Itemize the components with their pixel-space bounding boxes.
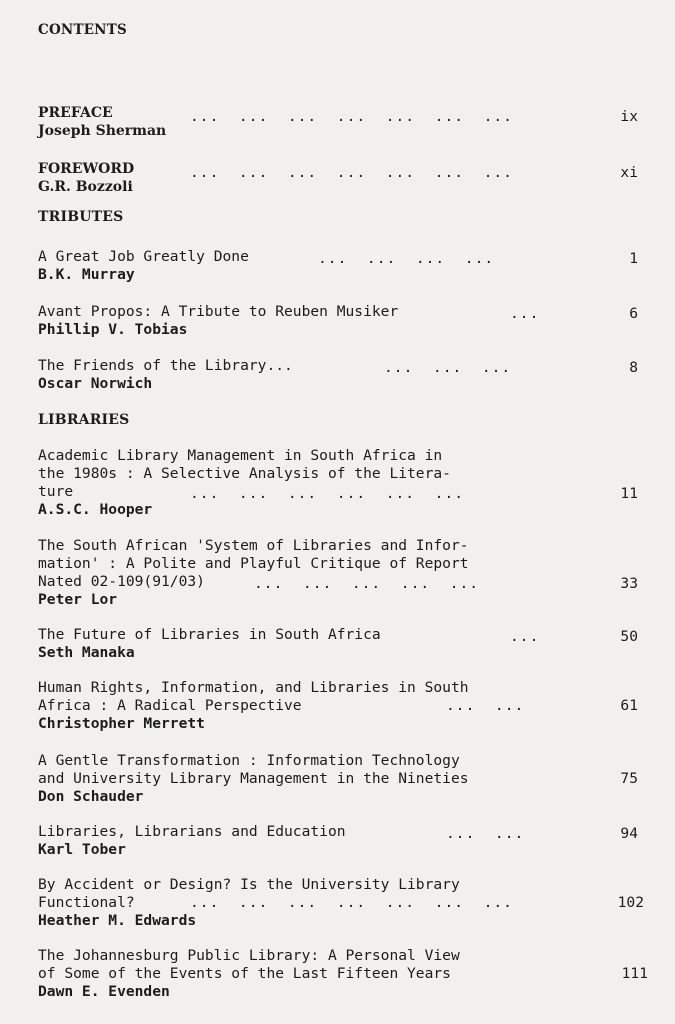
leader-dots: ... ... bbox=[446, 697, 525, 714]
page-number: 94 bbox=[620, 825, 638, 842]
entry-title-line: Human Rights, Information, and Libraries in South bbox=[38, 679, 469, 696]
page-number: 50 bbox=[620, 628, 638, 645]
entry-title-line: The South African 'System of Libraries and Infor- bbox=[38, 537, 469, 554]
toc-entry[interactable] bbox=[38, 447, 656, 519]
toc-entry[interactable] bbox=[38, 248, 656, 284]
toc-entry-preface[interactable] bbox=[38, 104, 656, 140]
entry-title-line: mation' : A Polite and Playful Critique of Report bbox=[38, 555, 469, 572]
leader-dots: ... ... ... bbox=[384, 359, 512, 376]
entry-title-line: Nated 02-109(91/03) bbox=[38, 573, 205, 590]
section-heading-tributes: TRIBUTES bbox=[38, 209, 124, 225]
page-number: xi bbox=[620, 164, 638, 181]
page-number: 75 bbox=[620, 770, 638, 787]
page-number: 33 bbox=[620, 575, 638, 592]
toc-entry-foreword[interactable] bbox=[38, 160, 656, 196]
page-number: 1 bbox=[629, 250, 638, 267]
page-number: 11 bbox=[620, 485, 638, 502]
entry-title: The Friends of the Library... bbox=[38, 357, 293, 374]
toc-entry[interactable] bbox=[38, 752, 656, 806]
toc-entry[interactable] bbox=[38, 947, 656, 1001]
page-number: 8 bbox=[629, 359, 638, 376]
entry-title: PREFACE bbox=[38, 105, 113, 121]
entry-author: Dawn E. Evenden bbox=[38, 983, 170, 1000]
entry-author: A.S.C. Hooper bbox=[38, 501, 153, 518]
entry-title-line: and University Library Management in the Nineties bbox=[38, 770, 469, 787]
leader-dots: ... ... bbox=[446, 825, 525, 842]
leader-dots: ... ... ... ... ... ... bbox=[190, 485, 465, 502]
entry-author: G.R. Bozzoli bbox=[38, 179, 133, 195]
entry-title: Libraries, Librarians and Education bbox=[38, 823, 346, 840]
entry-title-line: ture bbox=[38, 483, 74, 500]
leader-dots: ... ... ... ... ... ... ... bbox=[190, 164, 513, 181]
entry-title-line: Africa : A Radical Perspective bbox=[38, 697, 302, 714]
leader-dots: ... ... ... ... ... bbox=[254, 575, 480, 592]
entry-author: Christopher Merrett bbox=[38, 715, 205, 732]
entry-author: Heather M. Edwards bbox=[38, 912, 197, 929]
entry-title-line: A Gentle Transformation : Information Technology bbox=[38, 752, 460, 769]
toc-entry[interactable] bbox=[38, 357, 656, 393]
entry-author: Don Schauder bbox=[38, 788, 144, 805]
leader-dots: ... bbox=[510, 628, 540, 645]
entry-author: Peter Lor bbox=[38, 591, 118, 608]
page-number: 61 bbox=[620, 697, 638, 714]
page-number: ix bbox=[620, 108, 638, 125]
entry-author: Joseph Sherman bbox=[38, 123, 167, 139]
entry-title: Avant Propos: A Tribute to Reuben Musiker bbox=[38, 303, 399, 320]
leader-dots: ... bbox=[510, 305, 540, 322]
leader-dots: ... ... ... ... bbox=[318, 250, 495, 267]
page-number: 111 bbox=[621, 965, 648, 982]
entry-title-line: Academic Library Management in South Africa in bbox=[38, 447, 443, 464]
entry-title: FOREWORD bbox=[38, 161, 135, 177]
entry-author: B.K. Murray bbox=[38, 266, 135, 283]
entry-author: Phillip V. Tobias bbox=[38, 321, 188, 338]
toc-entry[interactable] bbox=[38, 626, 656, 662]
toc-entry[interactable] bbox=[38, 679, 656, 733]
entry-author: Karl Tober bbox=[38, 841, 126, 858]
entry-author: Oscar Norwich bbox=[38, 375, 153, 392]
section-heading-libraries: LIBRARIES bbox=[38, 412, 130, 428]
page-number: 6 bbox=[629, 305, 638, 322]
entry-title-line: of Some of the Events of the Last Fifteen Years bbox=[38, 965, 451, 982]
entry-title-line: The Johannesburg Public Library: A Personal View bbox=[38, 947, 460, 964]
entry-title-line: Functional? bbox=[38, 894, 135, 911]
contents-heading: CONTENTS bbox=[38, 22, 127, 38]
leader-dots: ... ... ... ... ... ... ... bbox=[190, 108, 513, 125]
entry-author: Seth Manaka bbox=[38, 644, 135, 661]
entry-title: The Future of Libraries in South Africa bbox=[38, 626, 381, 643]
toc-entry[interactable] bbox=[38, 876, 656, 930]
toc-entry[interactable] bbox=[38, 823, 656, 859]
toc-entry[interactable] bbox=[38, 303, 656, 339]
toc-entry[interactable] bbox=[38, 537, 656, 609]
leader-dots: ... ... ... ... ... ... ... bbox=[190, 894, 513, 911]
entry-title: A Great Job Greatly Done bbox=[38, 248, 249, 265]
entry-title-line: By Accident or Design? Is the University Library bbox=[38, 876, 460, 893]
entry-title-line: the 1980s : A Selective Analysis of the Litera- bbox=[38, 465, 451, 482]
page-number: 102 bbox=[617, 894, 644, 911]
